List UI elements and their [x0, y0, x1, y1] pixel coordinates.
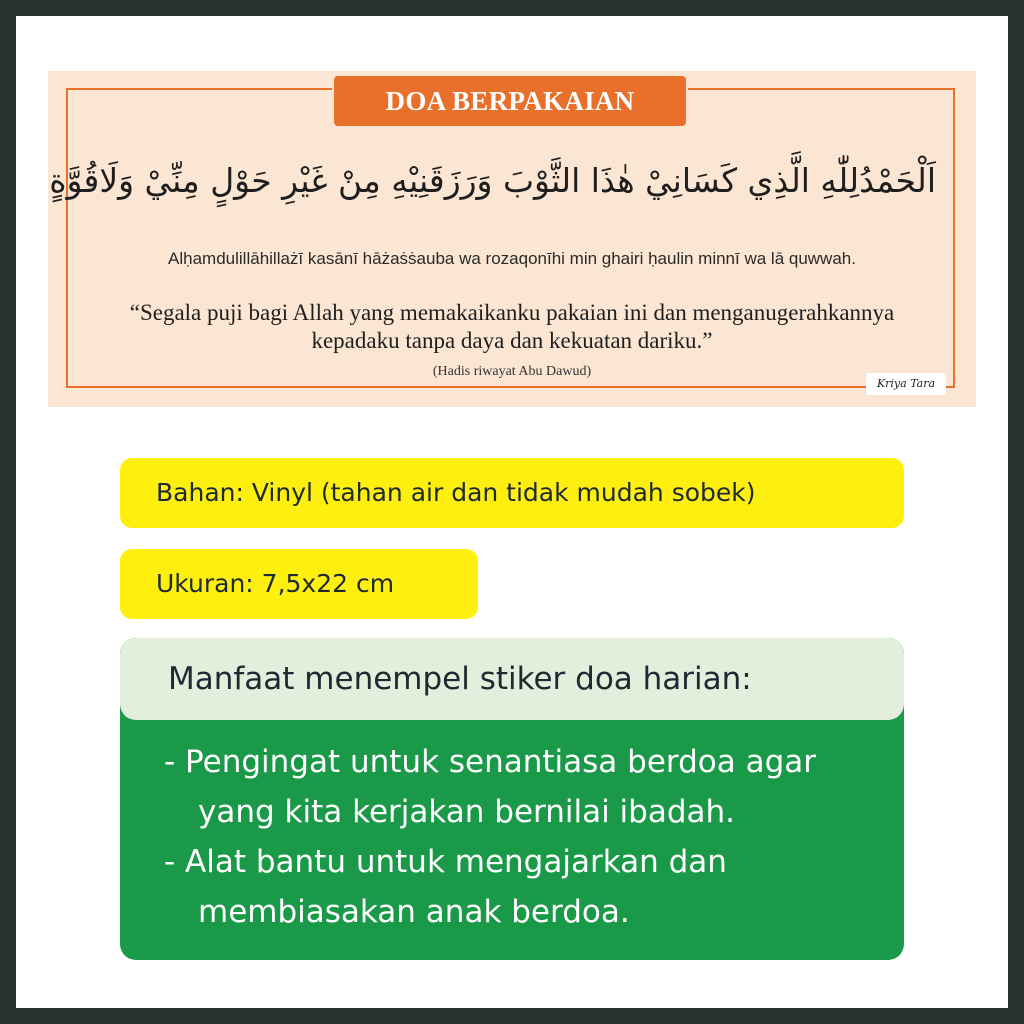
benefit-item-line: - Pengingat untuk senantiasa berdoa agar	[164, 744, 817, 780]
size-label: Ukuran: 7,5x22 cm	[120, 549, 478, 619]
translation-line-1: “Segala puji bagi Allah yang memakaikanku pakaian ini dan menganugerahkannya	[129, 300, 895, 325]
benefits-title: Manfaat menempel stiker doa harian:	[168, 661, 752, 697]
benefits-header	[120, 638, 904, 720]
benefit-item-line: - Alat bantu untuk mengajarkan dan	[164, 844, 727, 880]
benefits-panel	[120, 638, 904, 960]
material-label: Bahan: Vinyl (tahan air dan tidak mudah sobek)	[120, 458, 904, 528]
benefit-item	[164, 837, 727, 937]
transliteration-text: Alḥamdulillāhillażī kasānī hāżaṡṡauba wa rozaqonīhi min ghairi ḥaulin minnī wa lā quwwah.	[168, 249, 856, 268]
hadith-source: (Hadis riwayat Abu Dawud)	[432, 364, 592, 379]
product-canvas	[16, 16, 1008, 1008]
translation-line-2: kepadaku tanpa daya dan kekuatan dariku.”	[311, 328, 713, 353]
brand-logo: Kriya Tara	[866, 373, 946, 395]
sticker-title-container	[332, 76, 688, 128]
benefit-item-line: membiasakan anak berdoa.	[198, 894, 630, 930]
benefit-item-line: yang kita kerjakan bernilai ibadah.	[198, 794, 736, 830]
translation-text	[68, 299, 956, 355]
prayer-sticker	[48, 71, 976, 407]
sticker-title: DOA BERPAKAIAN	[334, 76, 686, 126]
benefit-item	[164, 737, 816, 837]
arabic-prayer-text: اَلْحَمْدُلِلّٰهِ الَّذِي كَسَانِيْ هٰذَا الثَّوْبَ وَرَزَقَنِيْهِ مِنْ غَيْرِ حَوْلٍ مِنِّيْ وَلَاقُوَّةٍ	[49, 161, 936, 200]
